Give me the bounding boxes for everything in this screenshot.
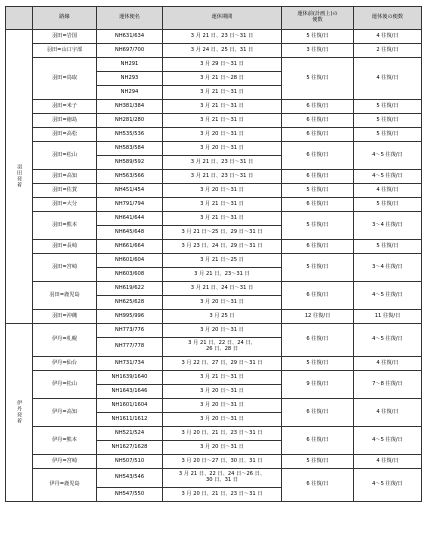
flight-cell: NH589/592	[97, 156, 163, 170]
period-cell: 3 月 21 日、22 日、24 日～26 日、 30 日、31 日	[163, 469, 282, 488]
before-cell: 6 往復/日	[282, 114, 354, 128]
after-cell: 4～5 往復/日	[354, 324, 422, 357]
before-cell: 6 往復/日	[282, 399, 354, 427]
period-cell: 3 月 21 日、23 日～31 日	[163, 156, 282, 170]
before-cell: 5 往復/日	[282, 58, 354, 100]
group-label-text: 伊丹発着	[16, 399, 22, 424]
flight-suspension-table	[5, 6, 422, 502]
period-cell: 3 月 20 日～31 日	[163, 399, 282, 413]
period-cell: 3 月 21 日～31 日	[163, 100, 282, 114]
flight-cell: NH1611/1612	[97, 413, 163, 427]
route-cell: 羽田=高松	[33, 128, 97, 142]
flight-cell: NH697/700	[97, 44, 163, 58]
table-row	[6, 184, 422, 198]
period-cell: 3 月 20 日～31 日	[163, 184, 282, 198]
after-cell: 5 往復/日	[354, 100, 422, 114]
header-before: 運休前(計画上)の 便数	[282, 7, 354, 30]
flight-cell: NH521/524	[97, 427, 163, 441]
after-cell: 4～5 往復/日	[354, 469, 422, 502]
before-cell: 6 往復/日	[282, 282, 354, 310]
period-cell: 3 月 21 日～31 日	[163, 371, 282, 385]
route-cell: 羽田=徳島	[33, 114, 97, 128]
route-cell: 羽田=鳥取	[33, 58, 97, 100]
flight-cell: NH547/550	[97, 488, 163, 502]
before-cell: 5 往復/日	[282, 357, 354, 371]
route-cell: 伊丹=鹿児島	[33, 469, 97, 502]
period-cell: 3 月 21 日、22 日、24 日、 26 日、28 日	[163, 338, 282, 357]
after-cell: 5 往復/日	[354, 128, 422, 142]
before-cell: 12 往復/日	[282, 310, 354, 324]
route-cell: 羽田=米子	[33, 100, 97, 114]
before-cell: 5 往復/日	[282, 212, 354, 240]
flight-cell: NH451/454	[97, 184, 163, 198]
before-cell: 6 往復/日	[282, 324, 354, 357]
table-header-row	[6, 7, 422, 30]
table-row	[6, 427, 422, 441]
period-cell: 3 月 20 日～31 日	[163, 385, 282, 399]
route-cell: 伊丹=高知	[33, 399, 97, 427]
flight-cell: NH645/648	[97, 226, 163, 240]
period-cell: 3 月 21 日、24 日～31 日	[163, 282, 282, 296]
flight-cell: NH507/510	[97, 455, 163, 469]
table-row	[6, 170, 422, 184]
period-cell: 3 月 20 日～31 日	[163, 324, 282, 338]
period-cell: 3 月 21 日～25 日、29 日～31 日	[163, 226, 282, 240]
period-cell: 3 月 21 日、23 日～31 日	[163, 170, 282, 184]
flight-cell: NH563/566	[97, 170, 163, 184]
period-cell: 3 月 20 日～31 日	[163, 441, 282, 455]
header-group	[6, 7, 33, 30]
header-flight: 運休便名	[97, 7, 163, 30]
flight-cell: NH661/664	[97, 240, 163, 254]
route-cell: 伊丹=松山	[33, 371, 97, 399]
table-row	[6, 114, 422, 128]
period-cell: 3 月 20 日～31 日	[163, 413, 282, 427]
flight-cell: NH631/634	[97, 30, 163, 44]
table-row	[6, 371, 422, 385]
after-cell: 11 往復/日	[354, 310, 422, 324]
period-cell: 3 月 29 日～31 日	[163, 58, 282, 72]
flight-cell: NH535/536	[97, 128, 163, 142]
table-row	[6, 399, 422, 413]
period-cell: 3 月 23 日、24 日、29 日～31 日	[163, 240, 282, 254]
flight-cell: NH281/280	[97, 114, 163, 128]
flight-cell: NH583/584	[97, 142, 163, 156]
flight-cell: NH1639/1640	[97, 371, 163, 385]
route-cell: 羽田=長崎	[33, 240, 97, 254]
period-cell: 3 月 21 日～25 日	[163, 254, 282, 268]
period-cell: 3 月 22 日、27 日、29 日～31 日	[163, 357, 282, 371]
before-cell: 6 往復/日	[282, 170, 354, 184]
group-label	[6, 30, 33, 324]
after-cell: 4 往復/日	[354, 30, 422, 44]
after-cell: 3～4 往復/日	[354, 254, 422, 282]
flight-cell: NH641/644	[97, 212, 163, 226]
after-cell: 4 往復/日	[354, 455, 422, 469]
group-label-text: 羽田発着	[16, 163, 22, 188]
route-cell: 羽田=松山	[33, 142, 97, 170]
table-row	[6, 357, 422, 371]
flight-cell: NH777/778	[97, 338, 163, 357]
before-cell: 6 往復/日	[282, 240, 354, 254]
after-cell: 4 往復/日	[354, 357, 422, 371]
before-cell: 9 往復/日	[282, 371, 354, 399]
before-cell: 5 往復/日	[282, 184, 354, 198]
route-cell: 伊丹=宮崎	[33, 455, 97, 469]
table-row	[6, 58, 422, 72]
period-cell: 3 月 24 日、25 日、31 日	[163, 44, 282, 58]
route-cell: 羽田=鹿児島	[33, 282, 97, 310]
after-cell: 7～8 往復/日	[354, 371, 422, 399]
before-cell: 6 往復/日	[282, 469, 354, 502]
before-cell: 6 往復/日	[282, 128, 354, 142]
period-cell: 3 月 21 日、23 日～31 日	[163, 30, 282, 44]
route-cell: 羽田=高知	[33, 170, 97, 184]
after-cell: 4 往復/日	[354, 58, 422, 100]
before-cell: 5 往復/日	[282, 455, 354, 469]
table-row	[6, 310, 422, 324]
flight-cell: NH381/384	[97, 100, 163, 114]
flight-cell: NH791/794	[97, 198, 163, 212]
flight-cell: NH773/776	[97, 324, 163, 338]
flight-cell: NH1601/1604	[97, 399, 163, 413]
table-row	[6, 198, 422, 212]
route-cell: 羽田=沖縄	[33, 310, 97, 324]
period-cell: 3 月 21 日～31 日	[163, 114, 282, 128]
table-row	[6, 44, 422, 58]
table-row	[6, 455, 422, 469]
after-cell: 4～5 往復/日	[354, 142, 422, 170]
route-cell: 羽田=宮崎	[33, 254, 97, 282]
period-cell: 3 月 21 日～31 日	[163, 198, 282, 212]
flight-cell: NH293	[97, 72, 163, 86]
after-cell: 4 往復/日	[354, 184, 422, 198]
after-cell: 5 往復/日	[354, 240, 422, 254]
route-cell: 羽田=岩国	[33, 30, 97, 44]
flight-cell: NH731/734	[97, 357, 163, 371]
route-cell: 羽田=山口宇部	[33, 44, 97, 58]
period-cell: 3 月 20 日～31 日	[163, 128, 282, 142]
before-cell: 6 往復/日	[282, 198, 354, 212]
before-cell: 5 往復/日	[282, 254, 354, 282]
after-cell: 5 往復/日	[354, 114, 422, 128]
route-cell: 羽田=佐賀	[33, 184, 97, 198]
flight-cell: NH294	[97, 86, 163, 100]
flight-cell: NH1627/1628	[97, 441, 163, 455]
before-cell: 5 往復/日	[282, 30, 354, 44]
table-row	[6, 142, 422, 156]
before-cell: 6 往復/日	[282, 427, 354, 455]
period-cell: 3 月 20 日～27 日、30 日、31 日	[163, 455, 282, 469]
group-label	[6, 324, 33, 502]
period-cell: 3 月 21 日、23～31 日	[163, 268, 282, 282]
header-period: 運休期間	[163, 7, 282, 30]
flight-cell: NH1643/1646	[97, 385, 163, 399]
period-cell: 3 月 21 日～31 日	[163, 212, 282, 226]
table-body	[6, 30, 422, 502]
header-after: 運休後の便数	[354, 7, 422, 30]
period-cell: 3 月 20 日～31 日	[163, 296, 282, 310]
flight-cell: NH543/546	[97, 469, 163, 488]
flight-cell: NH995/996	[97, 310, 163, 324]
flight-cell: NH603/608	[97, 268, 163, 282]
after-cell: 4～5 往復/日	[354, 170, 422, 184]
flight-cell: NH291	[97, 58, 163, 72]
period-cell: 3 月 20 日～31 日	[163, 142, 282, 156]
table-row	[6, 212, 422, 226]
period-cell: 3 月 21 日～28 日	[163, 72, 282, 86]
table-row	[6, 282, 422, 296]
route-cell: 伊丹=熊本	[33, 427, 97, 455]
flight-cell: NH601/604	[97, 254, 163, 268]
period-cell: 3 月 20 日、21 日、23 日～31 日	[163, 488, 282, 502]
table-row	[6, 240, 422, 254]
route-cell: 伊丹=札幌	[33, 324, 97, 357]
table-row	[6, 469, 422, 488]
table-row	[6, 324, 422, 338]
period-cell: 3 月 21 日～31 日	[163, 86, 282, 100]
before-cell: 6 往復/日	[282, 100, 354, 114]
after-cell: 3～4 往復/日	[354, 212, 422, 240]
period-cell: 3 月 20 日、21 日、23 日～31 日	[163, 427, 282, 441]
after-cell: 5 往復/日	[354, 198, 422, 212]
before-cell: 3 往復/日	[282, 44, 354, 58]
before-cell: 6 往復/日	[282, 142, 354, 170]
after-cell: 2 往復/日	[354, 44, 422, 58]
after-cell: 4～5 往復/日	[354, 427, 422, 455]
flight-cell: NH625/628	[97, 296, 163, 310]
route-cell: 伊丹=仙台	[33, 357, 97, 371]
after-cell: 4 往復/日	[354, 399, 422, 427]
flight-cell: NH619/622	[97, 282, 163, 296]
table-row	[6, 254, 422, 268]
after-cell: 4～5 往復/日	[354, 282, 422, 310]
table-row	[6, 100, 422, 114]
table-row	[6, 128, 422, 142]
period-cell: 3 月 25 日	[163, 310, 282, 324]
route-cell: 羽田=熊本	[33, 212, 97, 240]
table-row	[6, 30, 422, 44]
route-cell: 羽田=大分	[33, 198, 97, 212]
header-route: 路線	[33, 7, 97, 30]
